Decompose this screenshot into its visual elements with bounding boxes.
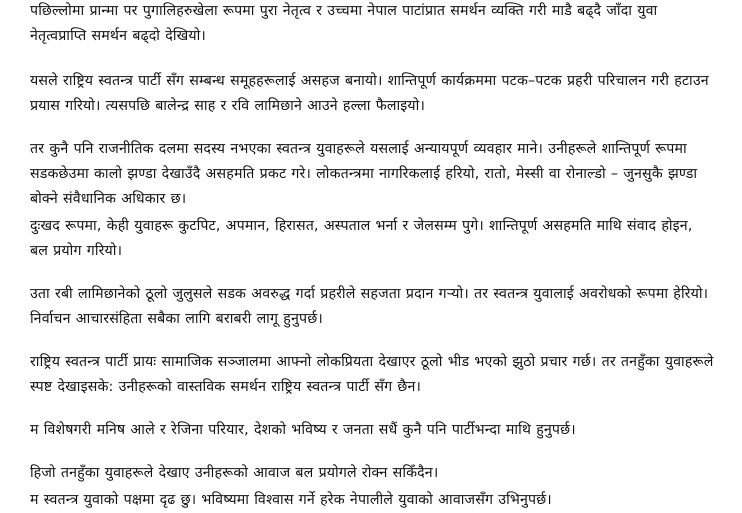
- paragraph-9: म स्वतन्त्र युवाको पक्षमा दृढ छु। भविष्यमा विश्वास गर्ने हरेक नेपालीले युवाको आवाजसँग उभिनुपर्छ।: [30, 492, 552, 508]
- paragraph-5: उता रबी लामिछानेको ठूलो जुलुसले सडक अवरुद्ध गर्दा प्रहरीले सहजता प्रदान गर्‍यो। तर स्वतन्त्र युवालाई अवरोधको रूपमा हेरियो। निर्वाचन आचारसंहिता सबैका लागि बराबरी लागू हुनुपर्छ।: [30, 286, 709, 327]
- paragraph-1: पछिल्लोमा प्रान्मा पर पुगालिहरुखेला रूपमा पुरा नेतृत्व र उच्चमा नेपाल पाटांप्रात समर्थन व्यक्ति गरी माडै बढ्दै जाँदा युवा नेतृत्वप्राप्ति समर्थन बढ्दो देखियो।: [30, 3, 658, 44]
- paragraph-2: यसले राष्ट्रिय स्वतन्त्र पार्टी सँग सम्बन्ध समूहहरूलाई असहज बनायो। शान्तिपूर्ण कार्यक्रममा पटक–पटक प्रहरी परिचालन गरी हटाउन प्रयास गरियो। त्यसपछि बालेन्द्र साह र रवि लामिछाने आउने हल्ला फैलाइयो।: [30, 73, 709, 114]
- document-body: [30, 0, 714, 513]
- paragraph-7: म विशेषगरी मनिष आले र रेजिना परियार, देशको भविष्य र जनता सधैं कुनै पनि पार्टीभन्दा माथि हुनुपर्छ।: [30, 422, 576, 438]
- paragraph-4: दुःखद रूपमा, केही युवाहरू कुटपिट, अपमान, हिरासत, अस्पताल भर्ना र जेलसम्म पुगे। शान्तिपूर्ण असहमति माथि संवाद होइन, बल प्रयोग गरियो।: [30, 218, 693, 259]
- paragraph-8: हिजो तनहुँका युवाहरूले देखाए उनीहरूको आवाज बल प्रयोगले रोक्न सकिँदैन।: [30, 465, 439, 481]
- paragraph-6: राष्ट्रिय स्वतन्त्र पार्टी प्रायः सामाजिक सञ्जालमा आफ्नो लोकप्रियता देखाएर ठूलो भीड भएको झुठो प्रचार गर्छ। तर तनहुँका युवाहरूले स्पष्ट देखाइसके: उनीहरूको वास्तविक समर्थन राष्ट्रिय स्वतन्त्र पार्टी सँग छैन।: [30, 354, 714, 395]
- paragraph-3: तर कुनै पनि राजनीतिक दलमा सदस्य नभएका स्वतन्त्र युवाहरूले यसलाई अन्यायपूर्ण व्यवहार माने। उनीहरूले शान्तिपूर्ण रूपमा सडकछेउमा कालो झण्डा देखाउँदै असहमति प्रकट गरे। लोकतन्त्रमा नागरिकलाई हरियो, रातो, मेस्सी वा रोनाल्डो – जुनसुकै झण्डा बोक्ने संवैधानिक अधिकार छ।: [30, 141, 698, 207]
